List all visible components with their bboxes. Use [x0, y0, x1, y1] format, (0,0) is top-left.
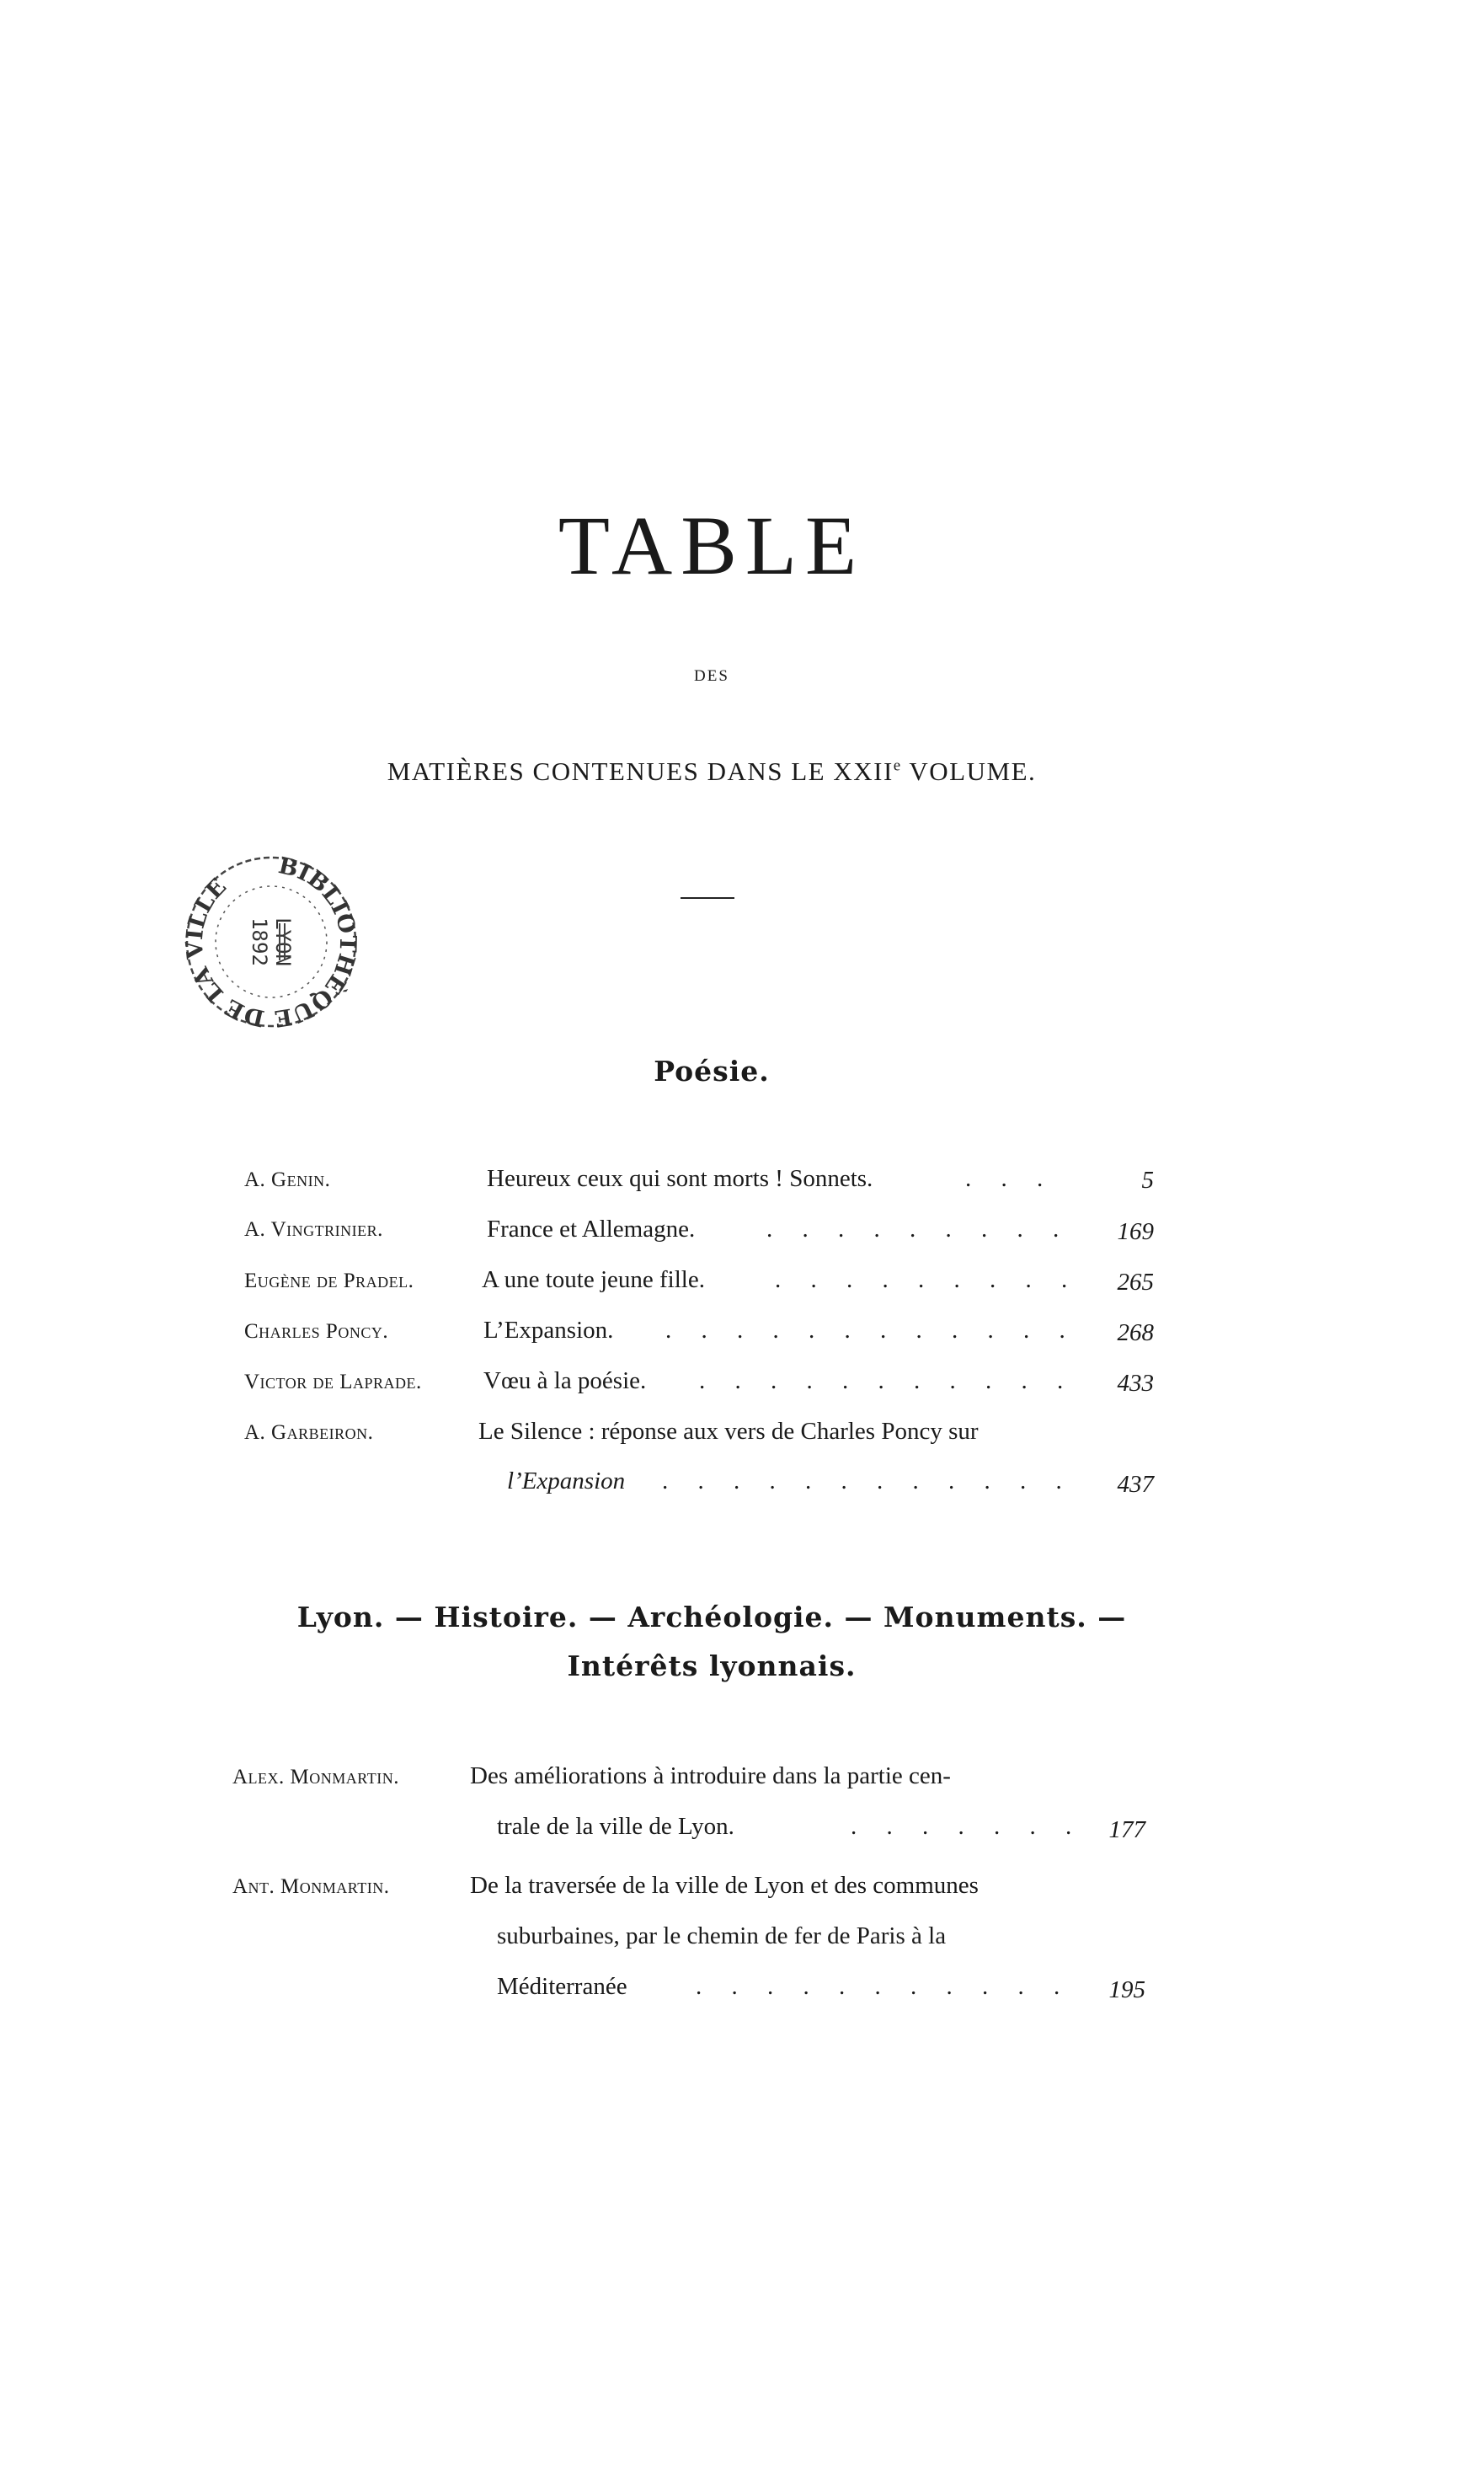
entry-page-number: 437	[1117, 1471, 1154, 1498]
leader-dots: . . . . . . .	[851, 1813, 1084, 1840]
entry-author: Victor de Laprade.	[244, 1371, 422, 1393]
leader-dots: . . . . . . . . . . . .	[665, 1317, 1077, 1344]
leader-dots: . . . . . . . . .	[775, 1266, 1080, 1293]
entry-title: De la traversée de la ville de Lyon et des communes	[470, 1872, 979, 1899]
subtitle-superscript: e	[893, 756, 902, 775]
entry-author: A. Garbeiron.	[244, 1421, 374, 1444]
entry-author: A. Vingtrinier.	[244, 1218, 383, 1241]
entry-title-continued: suburbaines, par le chemin de fer de Paris à la	[497, 1922, 947, 1949]
entry-author: A. Genin.	[244, 1168, 331, 1191]
section-heading-lyon-continued: Intérêts lyonnais.	[567, 1649, 857, 1682]
svg-text:1892: 1892	[248, 917, 271, 966]
entry-title: Le Silence : réponse aux vers de Charles Poncy sur	[478, 1418, 979, 1445]
subtitle-end: VOLUME.	[901, 756, 1037, 786]
entry-page-number: 268	[1117, 1319, 1154, 1346]
title-divider	[681, 897, 734, 899]
page-title: TABLE	[558, 499, 866, 592]
leader-dots: . . .	[965, 1165, 1055, 1192]
svg-text:LYON: LYON	[271, 917, 295, 966]
subtitle-main: MATIÈRES CONTENUES DANS LE XXII	[387, 756, 894, 786]
entry-title: L’Expansion.	[483, 1317, 614, 1344]
svg-text:BIBLIOTHÈQUE DE LA VILLE: BIBLIOTHÈQUE DE LA VILLE	[181, 853, 361, 1032]
leader-dots: . . . . . . . . . . .	[696, 1973, 1072, 2000]
entry-title: Heureux ceux qui sont morts ! Sonnets.	[487, 1165, 873, 1192]
leader-dots: . . . . . . . . . . . .	[662, 1468, 1074, 1494]
entry-title-continued: l’Expansion	[507, 1468, 626, 1494]
entry-title: France et Allemagne.	[487, 1216, 696, 1243]
entry-title: Des améliorations à introduire dans la partie cen-	[470, 1762, 951, 1789]
leader-dots: . . . . . . . . .	[766, 1216, 1071, 1243]
entry-page-number: 265	[1117, 1269, 1154, 1296]
title-connector: DES	[694, 667, 729, 685]
library-stamp	[180, 851, 362, 1033]
leader-dots: . . . . . . . . . . .	[699, 1367, 1076, 1394]
entry-page-number: 169	[1117, 1218, 1154, 1245]
entry-author: Alex. Monmartin.	[232, 1766, 399, 1788]
entry-title-continued: Méditerranée	[497, 1973, 627, 2000]
entry-page-number: 195	[1108, 1976, 1145, 2003]
entry-title-continued: trale de la ville de Lyon.	[497, 1813, 734, 1840]
entry-author: Ant. Monmartin.	[232, 1875, 390, 1898]
page-subtitle	[0, 756, 1423, 787]
entry-title: Vœu à la poésie.	[483, 1367, 647, 1394]
entry-title: A une toute jeune fille.	[482, 1266, 705, 1293]
section-heading-lyon: Lyon. — Histoire. — Archéologie. — Monuments. —	[296, 1601, 1127, 1633]
entry-page-number: 433	[1117, 1370, 1154, 1397]
entry-author: Charles Poncy.	[244, 1320, 389, 1343]
entry-author: Eugène de Pradel.	[244, 1270, 414, 1292]
section-heading-poesie: Poésie.	[654, 1055, 770, 1088]
entry-page-number: 177	[1108, 1816, 1145, 1843]
entry-page-number: 5	[1141, 1167, 1154, 1194]
